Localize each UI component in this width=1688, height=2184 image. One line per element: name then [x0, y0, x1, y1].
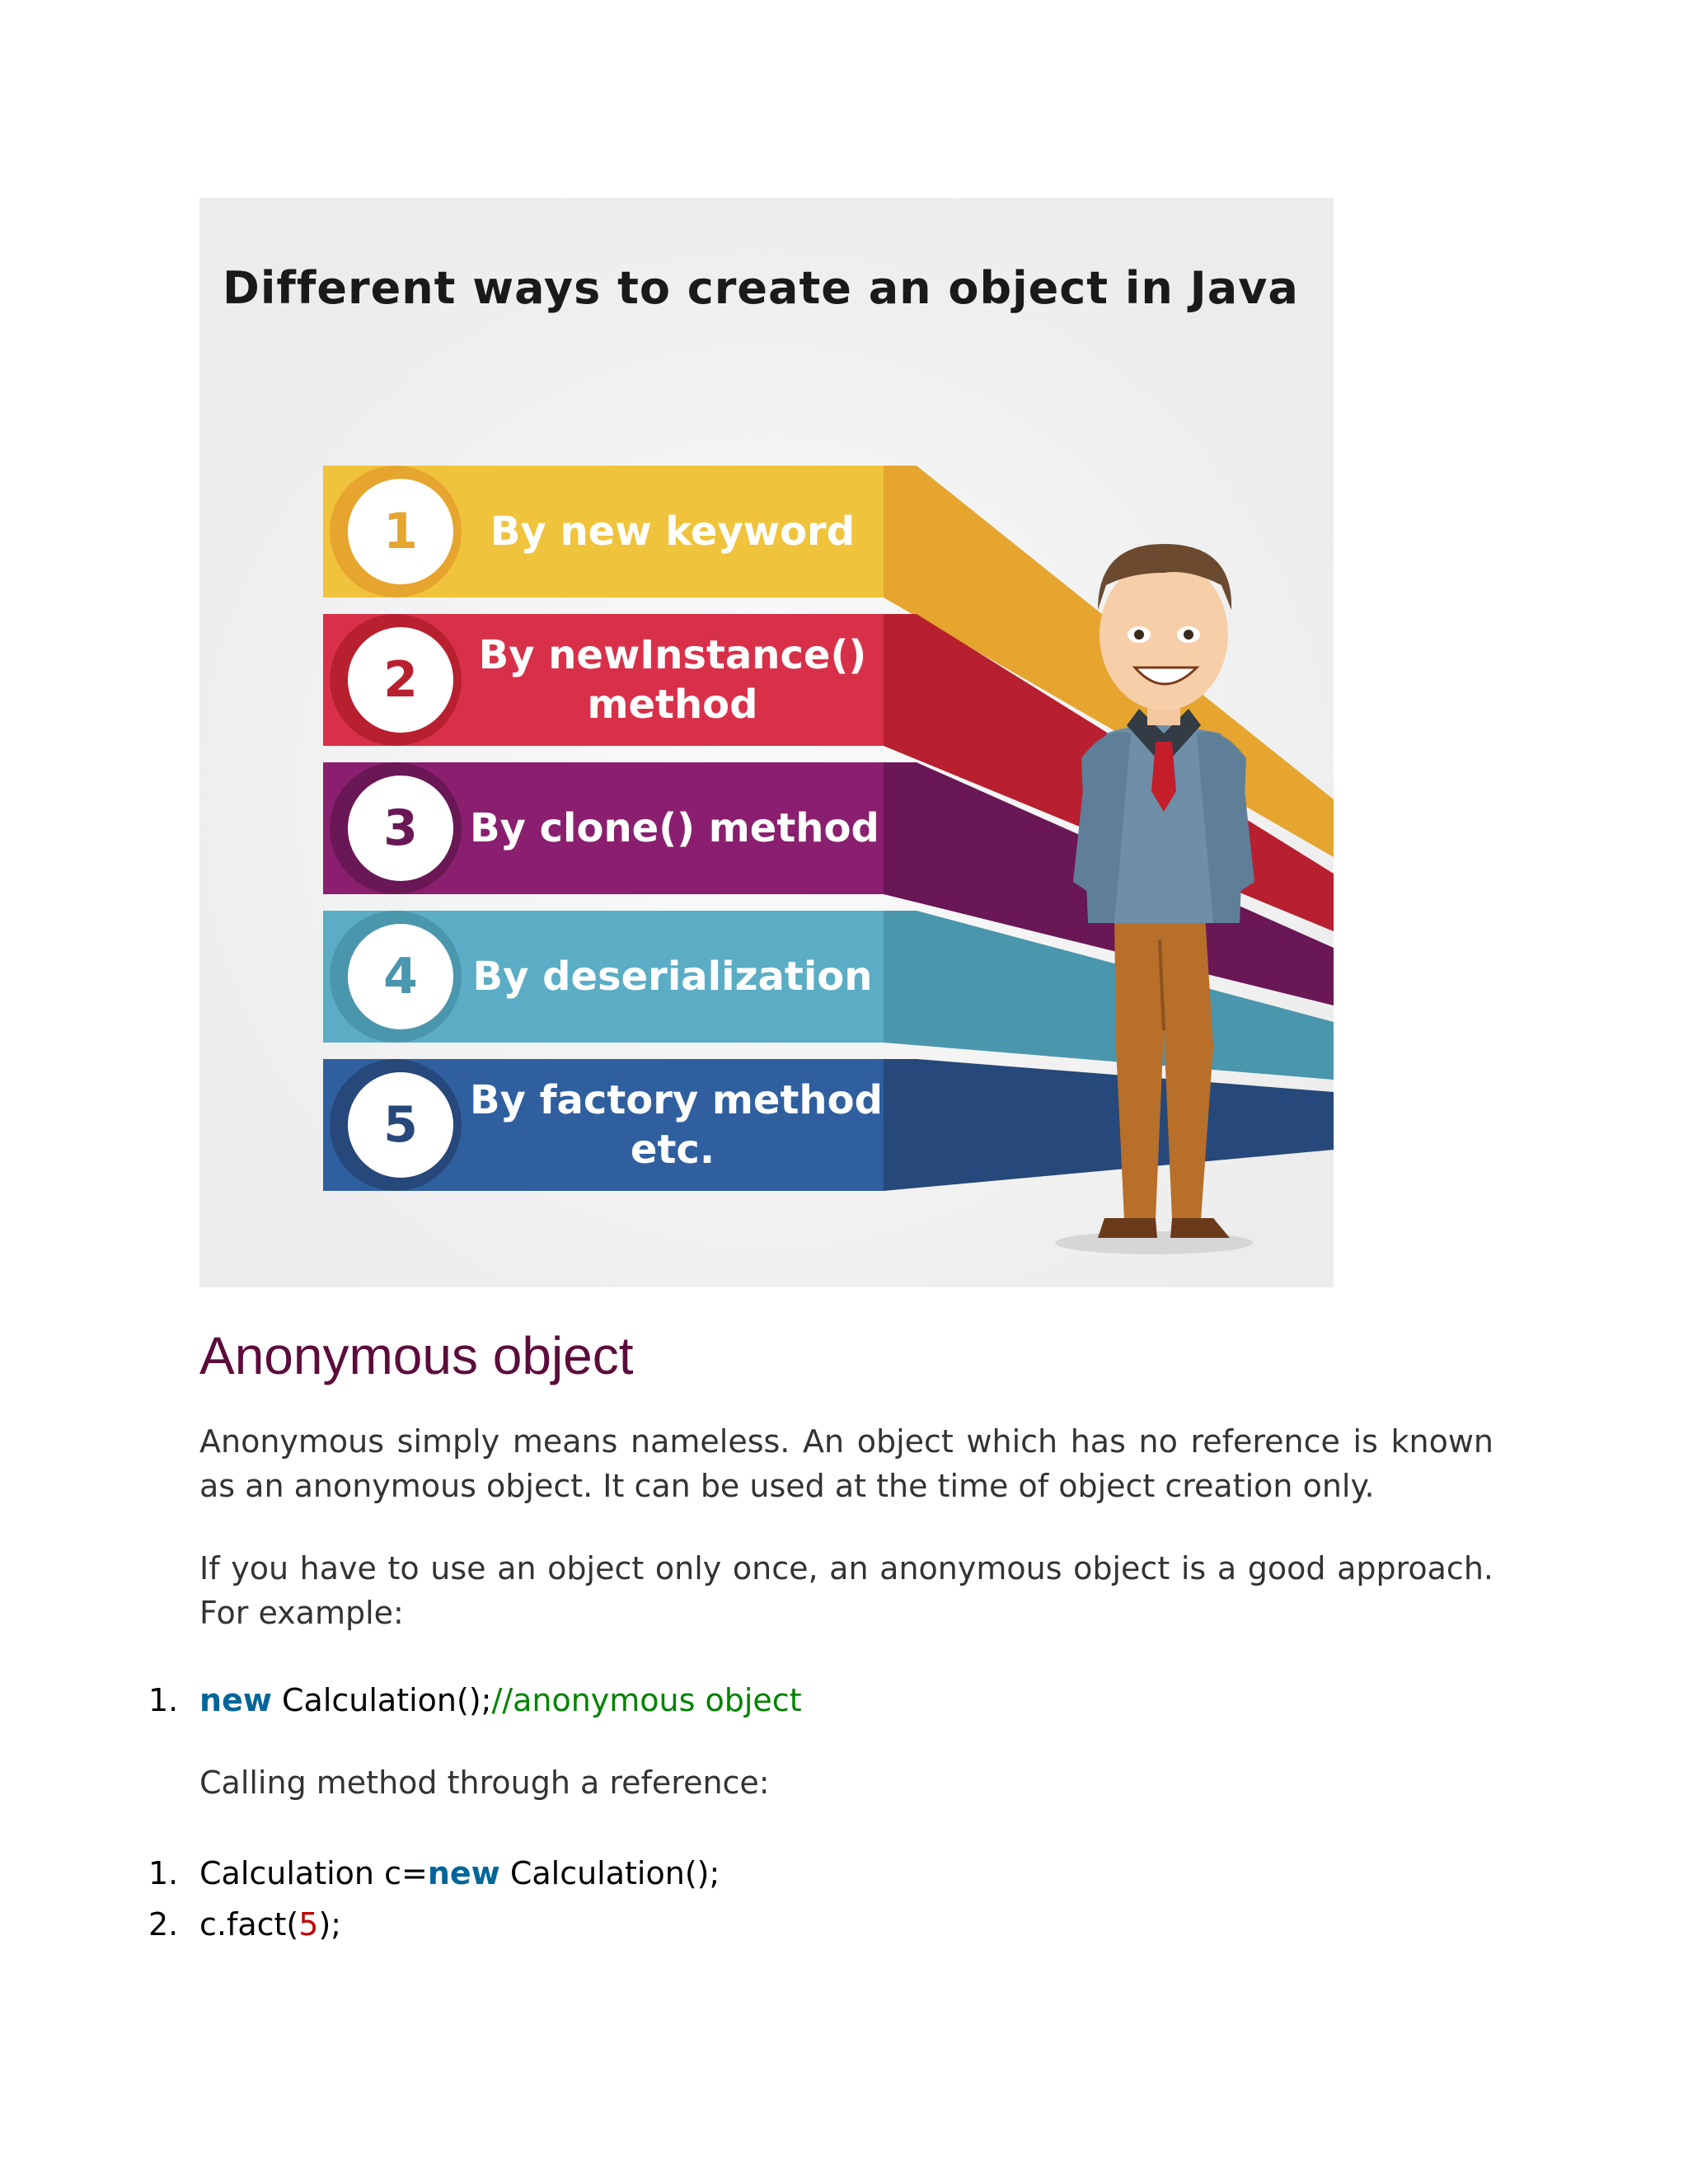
list-number: 1. [148, 1682, 179, 1718]
section-heading: Anonymous object [199, 1326, 634, 1385]
band-label-line: By deserialization [472, 954, 873, 1000]
paragraph-reference: Calling method through a reference: [199, 1765, 770, 1801]
band-label [470, 952, 875, 1001]
badge-number: 5 [383, 1096, 418, 1154]
paragraph-definition: Anonymous simply means nameless. An object which has no reference is known as an anonymous object. It can be used at the time of object creation only. [199, 1423, 1493, 1504]
code-line-1 [148, 1851, 720, 1896]
band-label [470, 1076, 883, 1174]
infographic-title: Different ways to create an object in Java [223, 262, 1299, 314]
code-line-2 [148, 1902, 341, 1947]
badge-number: 2 [383, 651, 418, 709]
code-text: Calculation(); [271, 1682, 492, 1718]
badge-number: 1 [383, 503, 418, 560]
code-number: 5 [298, 1906, 319, 1943]
code-text: c.fact( [199, 1906, 299, 1943]
band-label-line: By newInstance() [478, 632, 867, 678]
band-label [470, 507, 875, 556]
paragraph-usage: If you have to use an object only once, an anonymous object is a good approach. For example: [199, 1550, 1493, 1631]
band-label-line: etc. [630, 1127, 715, 1173]
object-creation-infographic [199, 198, 1334, 1287]
code-text: Calculation(); [499, 1855, 720, 1891]
list-number: 2. [148, 1906, 179, 1943]
code-text: Calculation c= [199, 1855, 428, 1891]
list-number: 1. [148, 1855, 179, 1891]
badge-number: 3 [383, 799, 418, 857]
band-label-line: By new keyword [490, 509, 856, 555]
band-label-line: By clone() method [470, 805, 879, 851]
code-keyword: new [199, 1682, 272, 1718]
code-comment: //anonymous object [491, 1682, 802, 1718]
band-label [470, 630, 875, 729]
badge-number: 4 [383, 948, 418, 1005]
band-label-line: method [587, 682, 758, 728]
code-line-anonymous [148, 1678, 802, 1722]
code-keyword: new [427, 1855, 500, 1891]
code-text: ); [318, 1906, 342, 1943]
band-label [470, 804, 879, 853]
band-label-line: By factory method [470, 1077, 883, 1123]
